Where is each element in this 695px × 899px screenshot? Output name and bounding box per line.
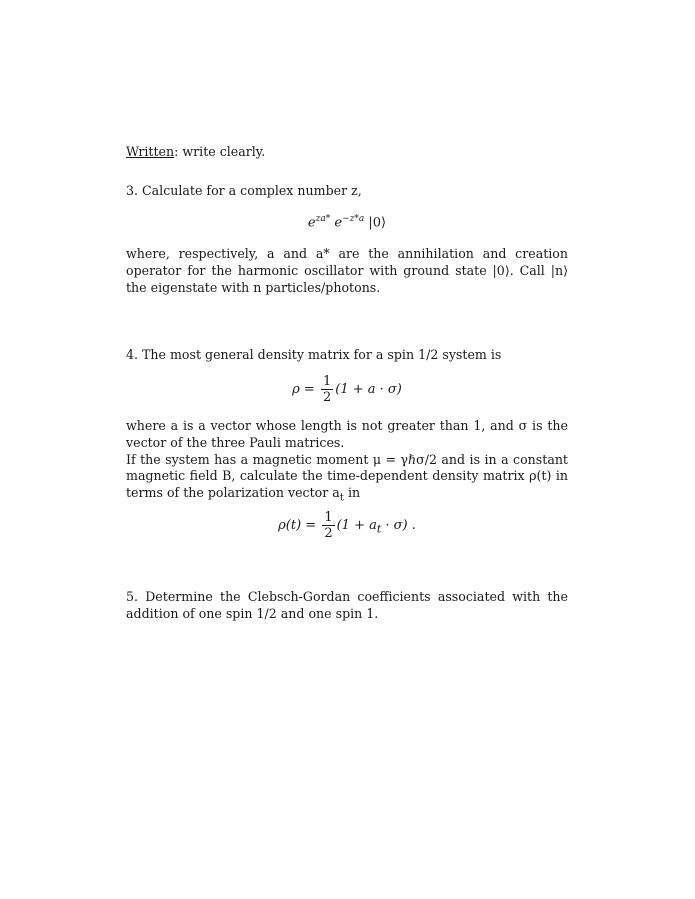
eq1-mid: e [330, 215, 343, 231]
problem-3-intro: 3. Calculate for a complex number z, [126, 183, 362, 198]
eq3-lhs: ρ(t) = [278, 518, 321, 533]
problem-3-text: where, respectively, a and a* are the annihilation and creation operator for the harmonic oscillator with ground state |0⟩. Call |n⟩ the eigenstate with n particles/photons. [126, 246, 568, 295]
eq2-rhs: (1 + a · σ) [335, 382, 402, 397]
eq2-numerator: 1 [322, 374, 332, 389]
eq1-rhs: |0⟩ [364, 215, 387, 231]
eq1-lhs: e [307, 215, 316, 231]
eq3-numerator: 1 [324, 510, 333, 525]
written-label: Written [126, 144, 175, 159]
eq1-exp2: −z*a [342, 214, 365, 224]
eq3-rhs: (1 + a [336, 518, 377, 533]
eq2-denominator: 2 [322, 390, 332, 405]
problem-4-text-2: If the system has a magnetic moment μ = γℏσ/2 and is in a constant magnetic field B, calculate the time-dependent density matrix ρ(t) in terms of the polarization vector a [126, 451, 568, 501]
eq1-exp1: za* [315, 214, 331, 224]
problem-4-text-2-sub: t [339, 491, 345, 504]
eq3-fraction [322, 510, 334, 541]
eq3-denominator: 2 [324, 526, 333, 541]
eq2-fraction [321, 374, 333, 405]
problem-5-text: 5. Determine the Clebsch-Gordan coefficients associated with the addition of one spin 1/2 and one spin 1. [126, 589, 568, 621]
eq2-lhs: ρ = [292, 382, 319, 397]
problem-4-intro: 4. The most general density matrix for a spin 1/2 system is [126, 347, 502, 362]
problem-4-equation-1 [126, 374, 568, 405]
problem-4-text-2-end: in [344, 485, 361, 501]
problem-4-text [126, 418, 568, 507]
problem-3-equation [126, 214, 568, 230]
eq3-rhs-end: · σ) . [381, 518, 416, 533]
problem-4-equation-2 [126, 510, 568, 541]
problem-4-text-1: where a is a vector whose length is not greater than 1, and σ is the vector of the three Pauli matrices. [126, 418, 568, 450]
written-instruction: : write clearly. [174, 144, 266, 159]
eq3-rhs-sub: t [376, 522, 382, 536]
section-heading [126, 144, 568, 161]
